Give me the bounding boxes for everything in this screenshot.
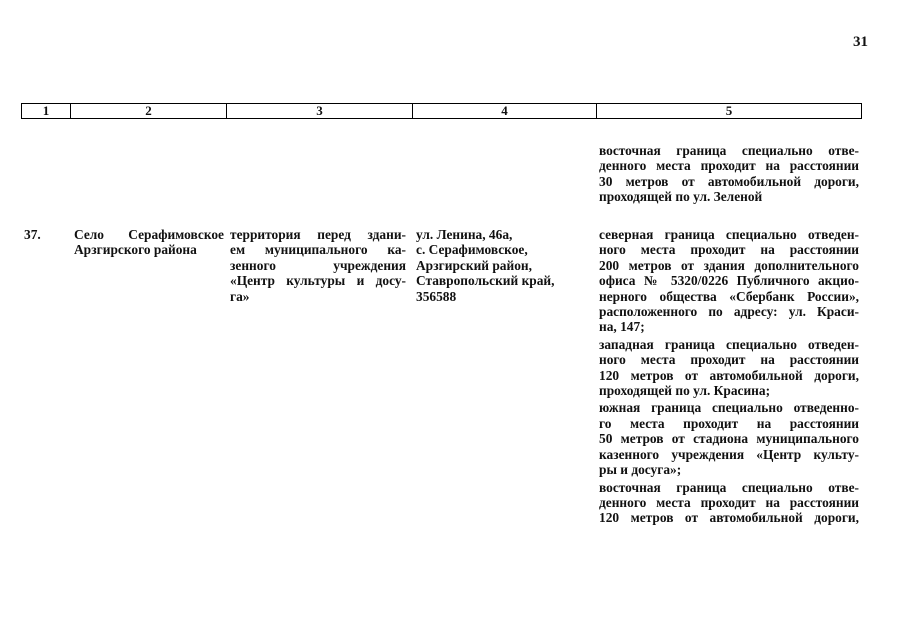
header-col-5: 5 [725, 103, 733, 118]
text-line: го места проходит на расстоянии [599, 415, 859, 431]
text-line: 30 метров от автомобильной дороги, [599, 173, 859, 189]
text-line: на, 147; [599, 319, 645, 335]
address-cell [416, 227, 594, 304]
text-line: проходящей по ул. Красина; [599, 383, 771, 399]
text-line: казенного учреждения «Центр культу- [599, 446, 859, 462]
text-line: западная граница специально отведен- [599, 336, 859, 352]
text-line: га» [230, 288, 250, 304]
text-line: восточная граница специально отве- [599, 143, 859, 158]
text-line: Ставропольский край, [416, 273, 555, 289]
text-line: проходящей по ул. Зеленой [599, 189, 763, 205]
table-header-row [21, 103, 862, 119]
text-line: ры и досуга»; [599, 462, 682, 478]
text-line: расположенного по адресу: ул. Краси- [599, 304, 859, 320]
text-line: с. Серафимовское, [416, 242, 528, 258]
boundaries-cell [599, 227, 859, 526]
text-line: 50 метров от стадиона муниципального [599, 431, 859, 447]
text-line: 200 метров от здания дополнительного [599, 257, 859, 273]
header-col-1: 1 [22, 104, 71, 118]
text-line: зенного учреждения [230, 257, 406, 273]
settlement-cell [74, 227, 224, 258]
text-line: 120 метров от автомобильной дороги, [599, 510, 859, 526]
territory-cell [230, 227, 406, 304]
text-line: ем муниципального ка- [230, 242, 406, 258]
row-number: 37. [24, 227, 41, 242]
text-line: офиса № 5320/0226 Публичного акцио- [599, 273, 859, 289]
header-col-3: 3 [227, 104, 413, 118]
text-line: Арзгирский район, [416, 257, 532, 273]
text-line: денного места проходит на расстоянии [599, 158, 859, 174]
text-line: южная граница специально отведенно- [599, 400, 859, 416]
header-col-2: 2 [71, 104, 227, 118]
text-line: нерного общества «Сбербанк России», [599, 288, 859, 304]
header-col-4: 4 [413, 104, 597, 118]
text-line: ного места проходит на расстоянии [599, 242, 859, 258]
continuation-text [599, 143, 859, 205]
text-line: «Центр культуры и досу- [230, 273, 406, 289]
text-line: Село Серафимовское [74, 227, 224, 242]
text-line: восточная граница специально отве- [599, 479, 859, 495]
text-line: территория перед здани- [230, 227, 406, 242]
text-line: Арзгирского района [74, 242, 197, 258]
text-line: 120 метров от автомобильной дороги, [599, 367, 859, 383]
text-line: денного места проходит на расстоянии [599, 494, 859, 510]
text-line: 356588 [416, 288, 457, 304]
text-line: ул. Ленина, 46а, [416, 227, 513, 242]
text-line: северная граница специально отведен- [599, 227, 859, 242]
page-number: 31 [853, 34, 868, 50]
text-line: ного места проходит на расстоянии [599, 352, 859, 368]
